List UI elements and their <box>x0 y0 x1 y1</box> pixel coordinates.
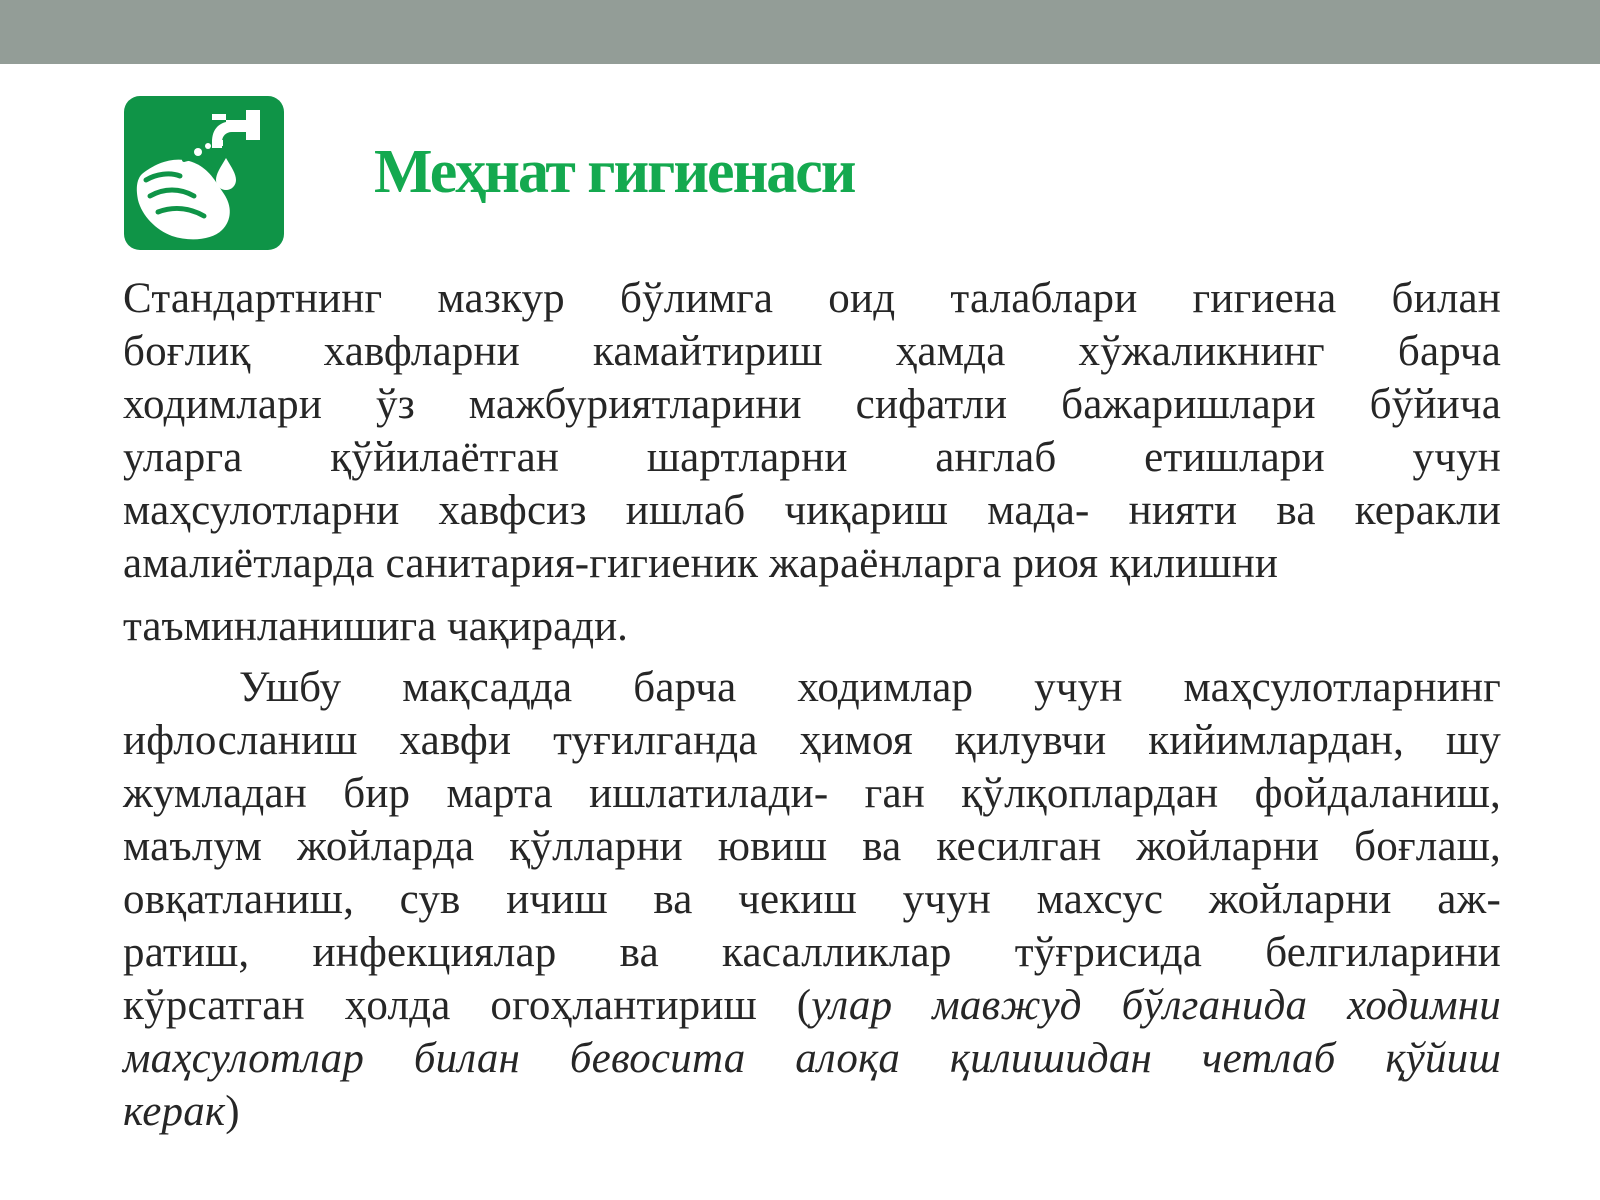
paragraph-2-italic-text: улар мавжуд бўлганида ходимни <box>811 982 1501 1029</box>
top-bar <box>0 0 1600 64</box>
paragraph-1-line: амалиётларда санитария-гигиеник жараёнларга риоя қилишни <box>123 540 1279 587</box>
paragraph-2-line: ифлосланиш хавфи туғилганда ҳимоя қилувчи кийимлардан, шу <box>123 717 1501 764</box>
paragraph-1-line: маҳсулотларни хавфсиз ишлаб чиқариш мада- нияти ва керакли <box>123 487 1501 534</box>
hand-washing-icon <box>124 96 284 250</box>
paragraph-2-line: жумладан бир марта ишлатилади- ган қўлқоплардан фойдаланиш, <box>123 770 1501 817</box>
paragraph-2 <box>123 661 1501 1138</box>
logo <box>124 96 284 250</box>
paragraph-2-line <box>123 979 1501 1032</box>
paragraph-2-line: маълум жойларда қўлларни ювиш ва кесилган жойларни боғлаш, <box>123 823 1501 870</box>
paragraph-1 <box>123 272 1501 590</box>
paragraph-2-line: ратиш, инфекциялар ва касалликлар тўғрисида белгиларини <box>123 929 1501 976</box>
page-title: Меҳнат гигиенаси <box>374 138 855 206</box>
paragraph-2-text: ) <box>225 1088 240 1135</box>
paragraph-1-line: Стандартнинг мазкур бўлимга оид талаблари гигиена билан <box>123 275 1501 322</box>
body-text <box>123 272 1501 1138</box>
paragraph-2-line: овқатланиш, сув ичиш ва чекиш учун махсус жойларни аж- <box>123 876 1501 923</box>
paragraph-1-line: ходимлари ўз мажбуриятларини сифатли бажаришлари бўйича <box>123 381 1501 428</box>
paragraph-1-end: таъминланишига чақиради. <box>123 603 628 650</box>
paragraph-2-text: кўрсатган ҳолда огоҳлантириш ( <box>123 982 812 1029</box>
paragraph-1-line: боғлиқ хавфларни камайтириш ҳамда хўжаликнинг барча <box>123 328 1501 375</box>
paragraph-2-line <box>123 1085 1501 1138</box>
paragraph-2-italic-text: керак <box>123 1088 226 1135</box>
paragraph-1-line: уларга қўйилаётган шартларни англаб етишлари учун <box>123 434 1501 481</box>
paragraph-2-italic-line: маҳсулотлар билан бевосита алоқа қилишидан четлаб қўйиш <box>123 1035 1501 1082</box>
paragraph-2-line: Ушбу мақсадда барча ходимлар учун маҳсулотларнинг <box>239 664 1501 711</box>
